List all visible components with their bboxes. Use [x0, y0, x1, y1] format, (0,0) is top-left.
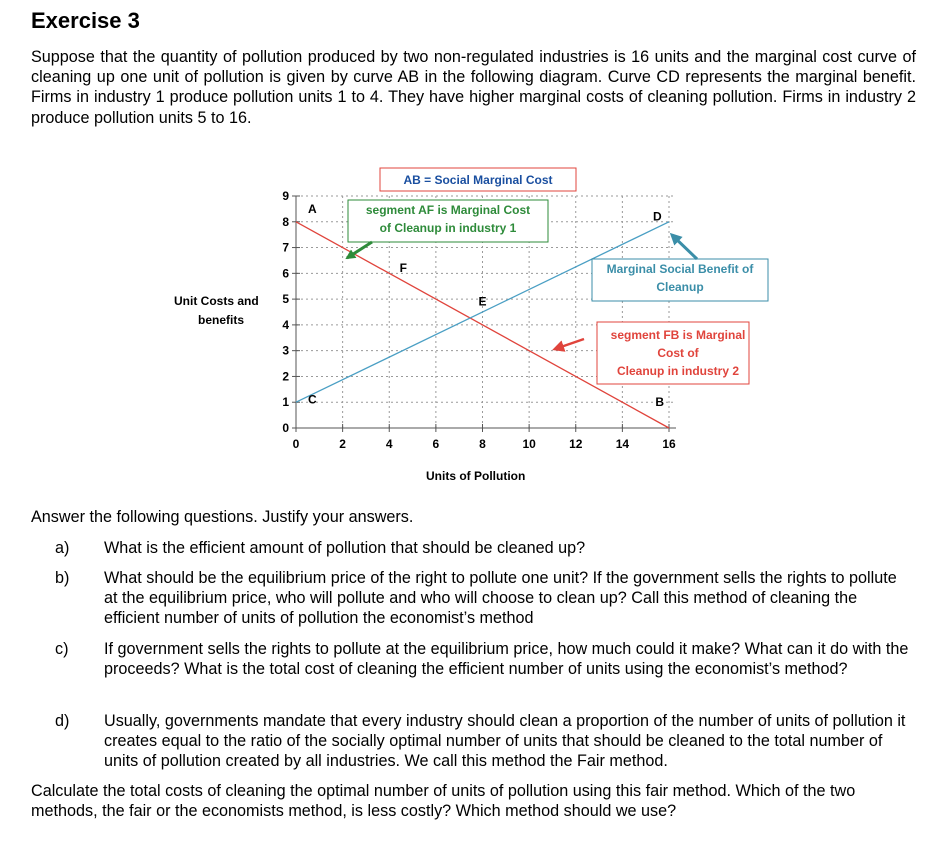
y-tick-label: 5: [282, 292, 289, 307]
intro-paragraph: Suppose that the quantity of pollution produced by two non-regulated industries is 16 units and the marginal cost curve of cleaning up one unit of pollution is given by curve AB in the following diagram. Curve CD represents the marginal benefit. Firms in industry 1 produce pollution units 1 to 4. They have higher marginal costs of cleaning pollution. Firms in industry 2 produce pollution units 5 to 16.: [31, 48, 916, 127]
question-label: a): [55, 539, 70, 557]
y-tick-label: 9: [282, 189, 289, 203]
y-tick-label: 4: [282, 317, 289, 332]
x-tick-label: 2: [339, 437, 346, 451]
y-tick-label: 7: [282, 240, 289, 255]
answer-lead: Answer the following questions. Justify your answers.: [31, 508, 414, 526]
question-label: b): [55, 569, 70, 587]
y-axis-label-line1: Unit Costs and: [174, 294, 259, 308]
point-label-e: E: [478, 294, 487, 309]
msb-label-line2: Cleanup: [656, 280, 704, 294]
x-tick-label: 4: [385, 437, 393, 451]
point-label-b: B: [655, 395, 665, 410]
y-tick-label: 0: [282, 421, 289, 435]
x-tick-label: 6: [432, 437, 440, 451]
y-tick-label: 8: [282, 214, 289, 229]
x-tick-label: 12: [569, 437, 583, 451]
x-axis-label: Units of Pollution: [426, 469, 526, 483]
point-label-a: A: [307, 201, 317, 216]
question-text: Usually, governments mandate that every industry should clean a proportion of the number of units of pollution it creates equal to the ratio of the socially optimal number of units that should be cleaned to the total number of units of pollution created by all industries. We call this method the Fair method.: [104, 712, 906, 771]
point-label-f: F: [399, 261, 407, 276]
y-tick-label: 3: [282, 343, 289, 358]
question-text: What should be the equilibrium price of the right to pollute one unit? If the government sells the rights to pollute at the equilibrium price, who will pollute and who will choose to clean up? Call this method of cleaning the efficient number of units of pollution the economist’s method: [104, 569, 897, 628]
final-paragraph: Calculate the total costs of cleaning the optimal number of units of pollution using this fair method. Which of the two methods, the fair or the economists method, is less costly? Which method should we use?: [31, 782, 856, 821]
af-label-line1: segment AF is Marginal Cost: [365, 203, 531, 217]
y-axis-label-line2: benefits: [198, 313, 245, 327]
af-arrow: [347, 242, 372, 258]
fb-label-line3: Cleanup in industry 2: [616, 364, 740, 378]
x-tick-label: 14: [615, 437, 630, 451]
x-tick-label: 16: [662, 437, 676, 451]
question-label: c): [55, 640, 69, 658]
fb-label-line1: segment FB is Marginal: [610, 328, 746, 342]
ab-label-text: AB = Social Marginal Cost: [403, 173, 553, 187]
exercise-title: Exercise 3: [31, 8, 140, 33]
fb-label-line2: Cost of: [657, 346, 699, 360]
question-text: What is the efficient amount of pollution that should be cleaned up?: [104, 539, 586, 557]
question-label: d): [55, 712, 70, 730]
y-tick-label: 1: [282, 395, 289, 410]
msb-arrow: [672, 235, 697, 259]
x-tick-label: 8: [479, 437, 486, 451]
af-label-line2: of Cleanup in industry 1: [379, 221, 517, 235]
point-label-c: C: [307, 392, 317, 407]
fb-arrow: [555, 339, 584, 349]
x-tick-label: 10: [522, 437, 536, 451]
question-text: If government sells the rights to pollute at the equilibrium price, how much could it make? What can it do with the proceeds? What is the total cost of cleaning the efficient number of units using the economist’s method?: [104, 640, 909, 679]
msb-label-line1: Marginal Social Benefit of: [606, 262, 754, 276]
y-tick-label: 6: [282, 266, 289, 281]
y-tick-label: 2: [282, 369, 289, 384]
point-label-d: D: [653, 209, 662, 224]
x-tick-label: 0: [292, 437, 300, 451]
